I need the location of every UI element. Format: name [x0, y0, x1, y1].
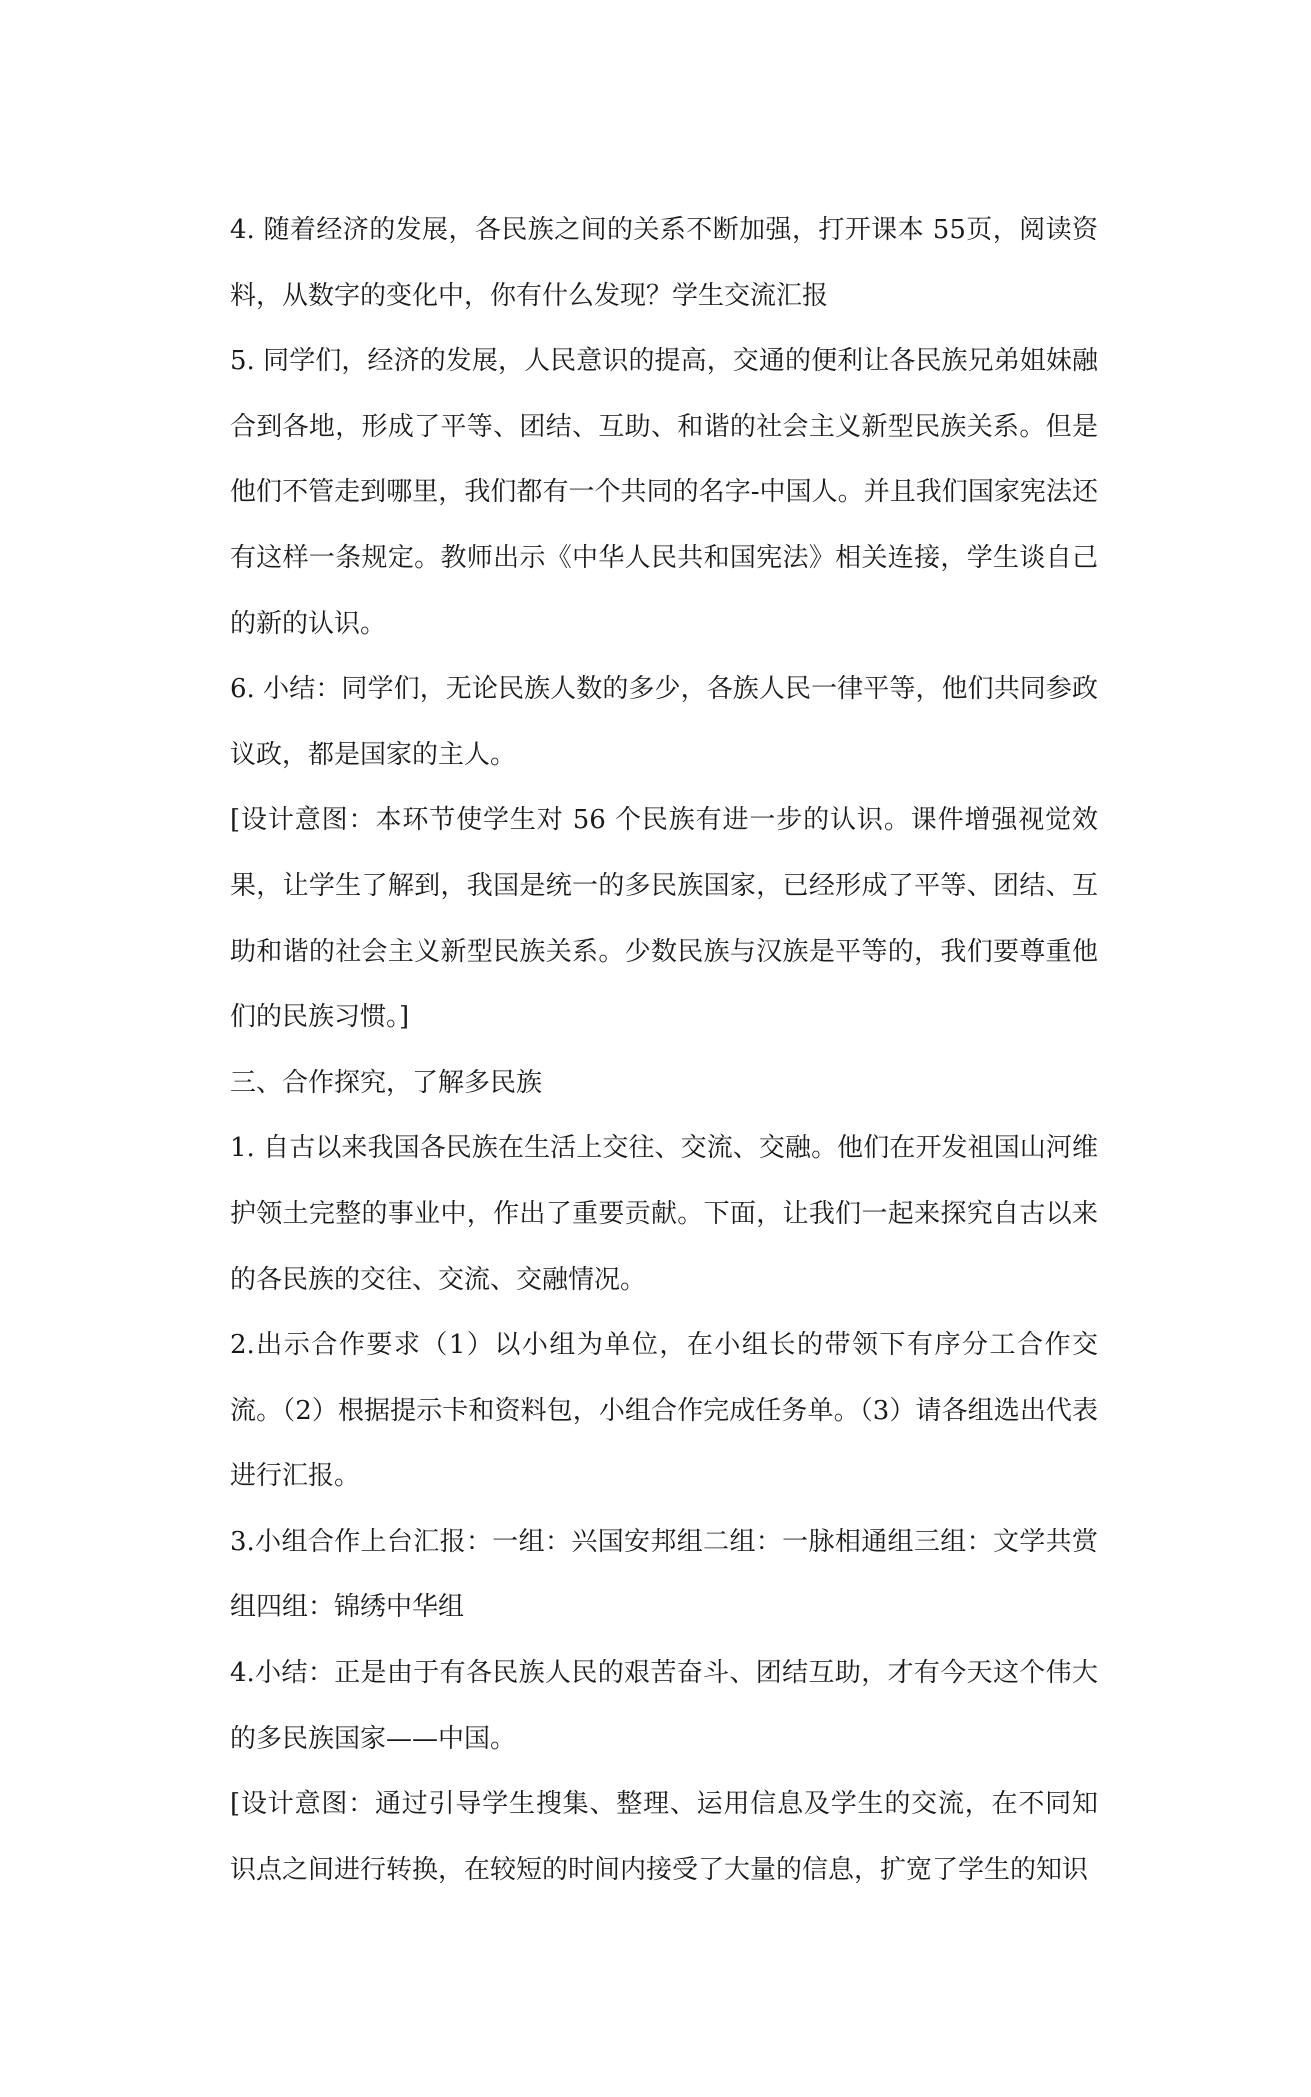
- paragraph-design-intent-1: [设计意图：本环节使学生对 56 个民族有进一步的认识。课件增强视觉效果，让学生了解到，我国是统一的多民族国家，已经形成了平等、团结、互助和谐的社会主义新型民族关系。少数民族与汉族是平等的，我们要尊重他们的民族习惯。]: [230, 805, 1098, 1033]
- paragraph-design-intent-2: [设计意图：通过引导学生搜集、整理、运用信息及学生的交流，在不同知识点之间进行转换，在较短的时间内接受了大量的信息，扩宽了学生的知识: [230, 1789, 1098, 1885]
- paragraph-summary-great-nation: 4.小结：正是由于有各民族人民的艰苦奋斗、团结互助，才有今天这个伟大的多民族国家——中国。: [230, 1658, 1098, 1754]
- section-heading-cooperative-inquiry: 三、合作探究，了解多民族: [230, 1067, 543, 1098]
- paragraph-economy-relations: 4. 随着经济的发展，各民族之间的关系不断加强，打开课本 55页，阅读资料，从数字的变化中，你有什么发现？学生交流汇报: [230, 215, 1098, 311]
- paragraph-summary-equality: 6. 小结：同学们，无论民族人数的多少，各族人民一律平等，他们共同参政议政，都是国家的主人。: [230, 674, 1098, 770]
- paragraph-new-ethnic-relations: 5. 同学们，经济的发展，人民意识的提高，交通的便利让各民族兄弟姐妹融合到各地，形成了平等、团结、互助、和谐的社会主义新型民族关系。但是他们不管走到哪里，我们都有一个共同的名字-中国人。并且我们国家宪法还有这样一条规定。教师出示《中华人民共和国宪法》相关连接，学生谈自己的新的认识。: [230, 346, 1098, 639]
- paragraph-group-reports: 3.小组合作上台汇报：一组：兴国安邦组二组：一脉相通组三组：文学共赏组四组：锦绣中华组: [230, 1526, 1098, 1623]
- paragraph-cooperation-requirements: 2.出示合作要求（1）以小组为单位，在小组长的带领下有序分工合作交流。（2）根据提示卡和资料包，小组合作完成任务单。（3）请各组选出代表进行汇报。: [230, 1330, 1098, 1492]
- paragraph-historical-exchange: 1. 自古以来我国各民族在生活上交往、交流、交融。他们在开发祖国山河维护领土完整的事业中，作出了重要贡献。下面，让我们一起来探究自古以来的各民族的交往、交流、交融情况。: [230, 1133, 1098, 1295]
- document-body: [230, 198, 1098, 1903]
